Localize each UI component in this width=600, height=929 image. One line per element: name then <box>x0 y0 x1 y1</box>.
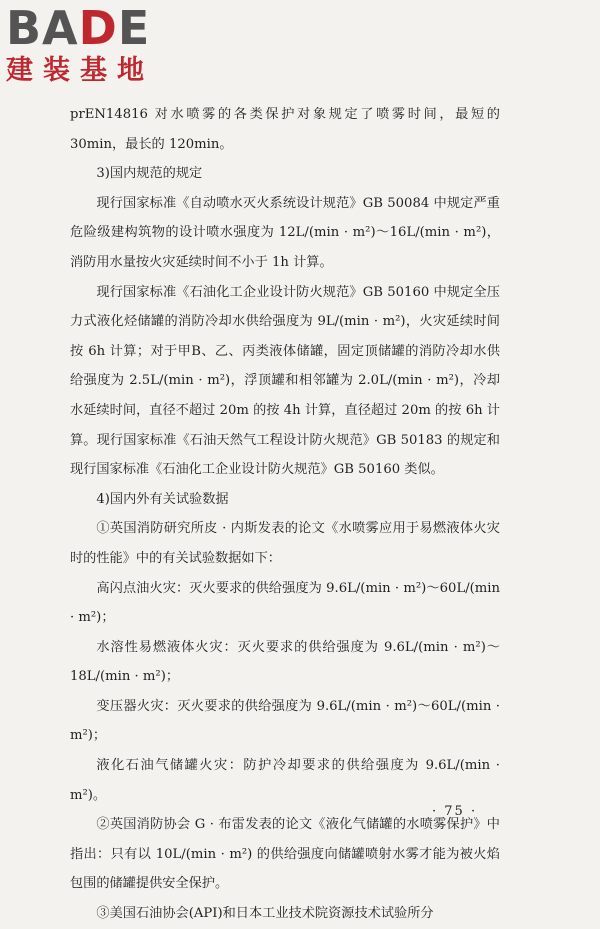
section-heading: 3)国内规范的规定 <box>96 166 203 182</box>
paragraph: 液化石油气储罐火灾：防护冷却要求的供给强度为 9.6L/(min · m²)。 <box>70 758 500 803</box>
paragraph: 现行国家标准《石油化工企业设计防火规范》GB 50160 中规定全压力式液化烃储罐的消防冷却水供给强度为 9L/(min · m²)，火灾延续时间按 6h 计算；对于甲B、乙、丙类液体储罐，固定顶储罐的消防冷却水供给强度为 2.5L/(min · m²)，浮顶罐和相邻罐为 2.0L/(min · m²)，冷却水延续时间，直径不超过 20m 的按 4h 计算，直径超过 20m 的按 6h 计算。现行国家标准《石油天然气工程设计防火规范》GB 50183 的规定和现行国家标准《石油化工企业设计防火规范》GB 50160 类似。 <box>70 284 500 478</box>
paragraph: ③美国石油协会(API)和日本工业技术院资源技术试验所分 <box>96 906 434 922</box>
paragraph: prEN14816 对水喷雾的各类保护对象规定了喷雾时间，最短的 30min，最长的 120min。 <box>70 107 500 152</box>
paragraph: 水溶性易燃液体火灾：灭火要求的供给强度为 9.6L/(min · m²)～18L/(min · m²)； <box>70 639 500 685</box>
paragraph: 变压器火灾：灭火要求的供给强度为 9.6L/(min · m²)～60L/(min · m²)； <box>70 698 500 744</box>
section-heading: 4)国内外有关试验数据 <box>96 491 229 507</box>
paragraph: ②英国消防协会 G · 布雷发表的论文《液化气储罐的水喷雾保护》中指出：只有以 10L/(min · m²) 的供给强度向储罐喷射水雾才能为被火焰包围的储罐提供安全保护。 <box>70 817 500 892</box>
paragraph: 现行国家标准《自动喷水灭火系统设计规范》GB 50084 中规定严重危险级建构筑物的设计喷水强度为 12L/(min · m²)～16L/(min · m²)，消防用水量按火灾延续时间不小于 1h 计算。 <box>70 195 500 270</box>
logo-wordmark: BADE <box>6 1 151 55</box>
page-number: · 75 · <box>432 804 478 819</box>
paragraph: 高闪点油火灾：灭火要求的供给强度为 9.6L/(min · m²)～60L/(min · m²)； <box>70 580 500 626</box>
logo-subtitle: 建装基地 <box>6 55 154 86</box>
paragraph: ①英国消防研究所皮 · 内斯发表的论文《水喷雾应用于易燃液体火灾时的性能》中的有关试验数据如下： <box>70 521 500 566</box>
brand-logo <box>6 1 196 96</box>
